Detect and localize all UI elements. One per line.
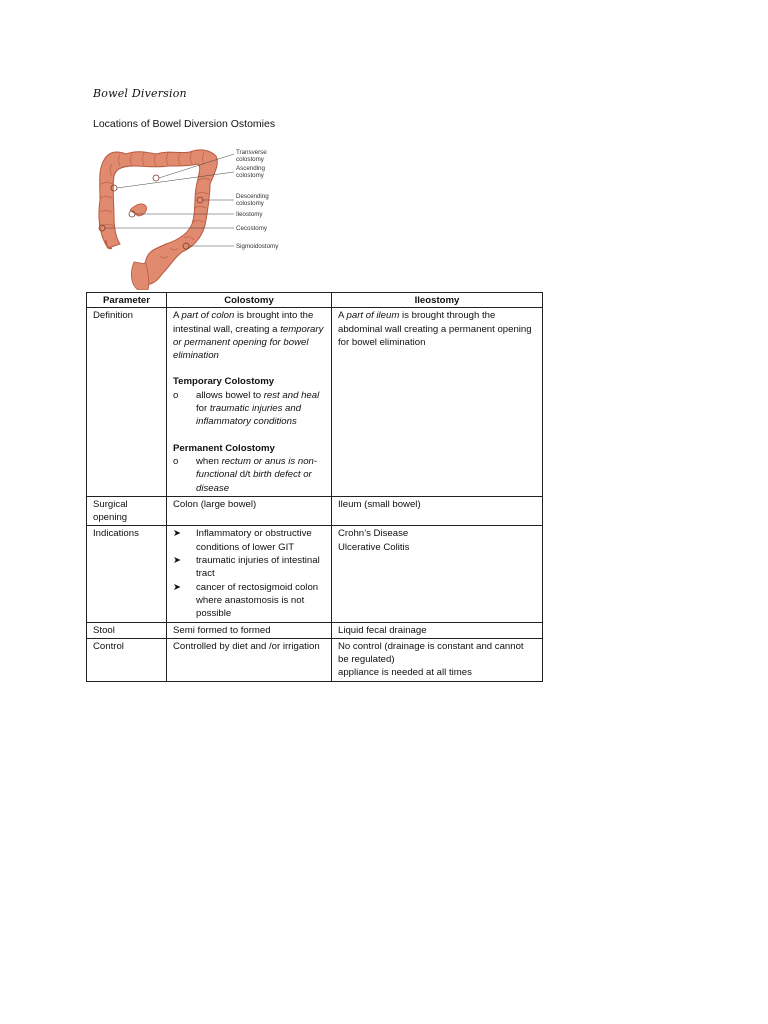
arrow-bullet-icon: ➤ <box>173 581 182 593</box>
arrow-bullet-icon: ➤ <box>173 528 182 540</box>
ileostomy-stool: Liquid fecal drainage <box>332 622 543 638</box>
colostomy-definition-text <box>173 309 325 362</box>
italic-text-run: rest and heal <box>263 389 320 401</box>
label-ascending-colostomy: Ascending colostomy <box>236 165 265 179</box>
colostomy-stool: Semi formed to formed <box>167 622 332 638</box>
ileostomy-indications-cell <box>332 526 543 622</box>
permanent-colostomy-bullet <box>173 455 325 495</box>
text-run: allows bowel to <box>196 389 264 401</box>
text-run: when <box>196 455 222 467</box>
table-row-control <box>87 638 543 681</box>
text-run: d/t <box>237 469 254 481</box>
ostomy-comparison-table <box>86 292 543 682</box>
ileostomy-surgical-opening: Ileum (small bowel) <box>332 496 543 526</box>
text-run: is brought through the abdominal wall creating a permanent opening for bowel elimination <box>338 310 532 348</box>
document-title: Bowel Diversion <box>93 87 187 100</box>
table-row-stool <box>87 622 543 638</box>
ileostomy-control-text: No control (drainage is constant and cannot be regulated) <box>338 640 524 666</box>
colostomy-surgical-opening: Colon (large bowel) <box>167 496 332 526</box>
table-row-indications <box>87 526 543 622</box>
indication-item <box>173 554 325 581</box>
colostomy-control: Controlled by diet and /or irrigation <box>167 638 332 681</box>
indication-text: traumatic injuries of intestinal tract <box>196 555 320 580</box>
row-label-indications: Indications <box>87 526 167 622</box>
indication-text: Ulcerative Colitis <box>338 541 410 553</box>
indication-text: cancer of rectosigmoid colon where anastomosis is not possible <box>196 581 319 620</box>
header-colostomy: Colostomy <box>167 293 332 308</box>
row-label-definition: Definition <box>87 308 167 497</box>
label-sigmoidostomy: Sigmoidostomy <box>236 243 279 250</box>
italic-text-run: rectum or anus is non-functional <box>196 455 318 481</box>
label-cecostomy: Cecostomy <box>236 225 267 232</box>
text-run: is brought into the intestinal wall, creating a <box>173 310 314 335</box>
italic-text-run: traumatic injuries and inflammatory conditions <box>196 403 302 428</box>
ileostomy-definition-text <box>338 309 536 349</box>
italic-text-run: part of ileum <box>346 310 400 322</box>
colon-ostomy-diagram <box>86 144 286 290</box>
section-heading: Locations of Bowel Diversion Ostomies <box>93 118 276 130</box>
italic-text-run: birth defect or disease <box>196 469 312 494</box>
colostomy-definition-cell <box>167 308 332 497</box>
label-descending-colostomy: Descending colostomy <box>236 193 269 207</box>
colostomy-indications-cell <box>167 526 332 622</box>
indication-item <box>173 581 325 621</box>
table-row-surgical-opening <box>87 496 543 526</box>
temporary-colostomy-text <box>196 390 319 428</box>
large-intestine-illustration <box>99 150 217 290</box>
permanent-colostomy-heading: Permanent Colostomy <box>173 442 275 454</box>
bullet-marker: o <box>173 455 179 467</box>
text-run: A <box>338 310 347 322</box>
row-label-surgical-opening: Surgical opening <box>87 496 167 526</box>
row-label-control: Control <box>87 638 167 681</box>
temporary-colostomy-bullet <box>173 389 325 429</box>
header-parameter: Parameter <box>87 293 167 308</box>
italic-text-run: part of colon <box>181 310 235 322</box>
table-row-definition <box>87 308 543 497</box>
ileostomy-definition-cell <box>332 308 543 497</box>
ileostomy-control-text: appliance is needed at all times <box>338 667 472 679</box>
header-ileostomy: Ileostomy <box>332 293 543 308</box>
row-label-stool: Stool <box>87 622 167 638</box>
text-run: A <box>173 310 182 322</box>
bullet-marker: o <box>173 389 179 401</box>
ileostomy-control-cell <box>332 638 543 681</box>
permanent-colostomy-text <box>196 456 317 494</box>
table-header-row <box>87 293 543 308</box>
temporary-colostomy-heading: Temporary Colostomy <box>173 376 275 388</box>
italic-text-run: temporary or permanent opening for bowel elimination <box>173 323 324 362</box>
label-transverse-colostomy: Transverse colostomy <box>236 149 267 163</box>
text-run: for <box>196 403 210 415</box>
diagram-labels <box>236 149 279 250</box>
arrow-bullet-icon: ➤ <box>173 555 182 567</box>
indication-text: Inflammatory or obstructive conditions of lower GIT <box>196 528 312 553</box>
indication-text: Crohn’s Disease <box>338 528 409 540</box>
indication-item <box>173 527 325 554</box>
label-ileostomy: Ileostomy <box>236 211 263 218</box>
